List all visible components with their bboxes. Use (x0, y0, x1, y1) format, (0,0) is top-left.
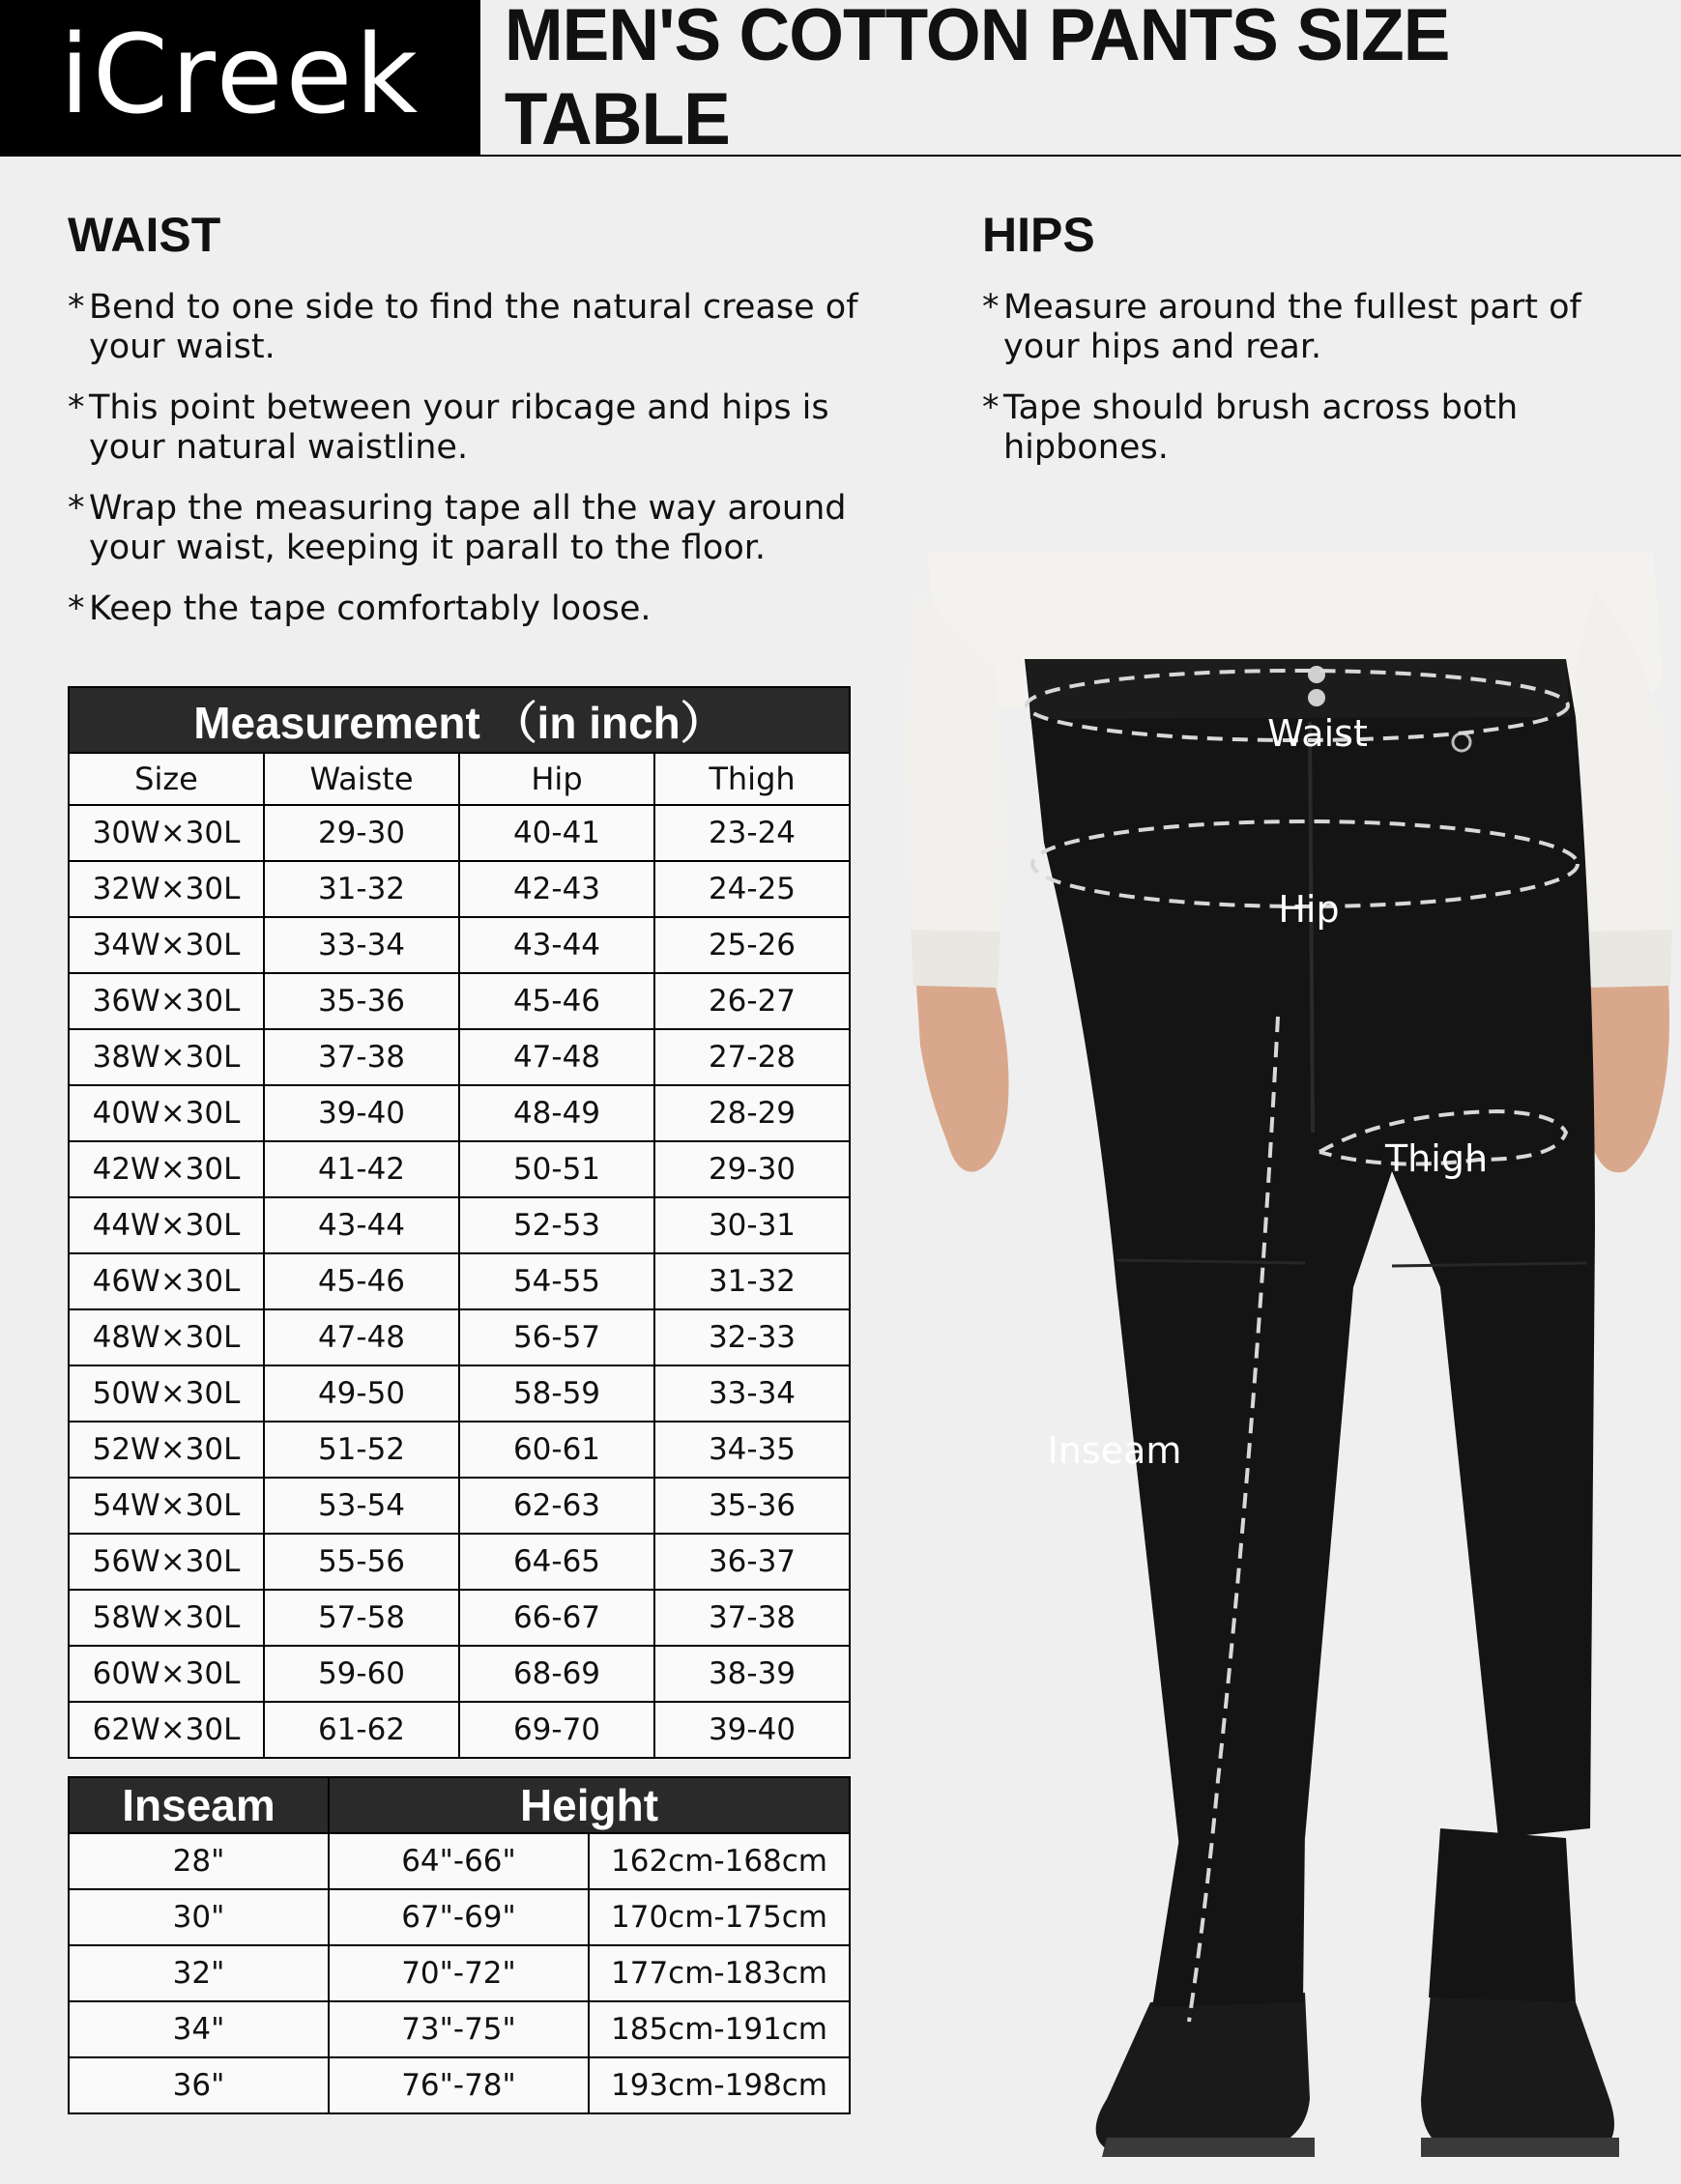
table-cell: 193cm-198cm (589, 2057, 850, 2113)
table-cell: 55-56 (264, 1534, 459, 1590)
pants-illustration (899, 553, 1681, 2184)
table-cell: 43-44 (459, 917, 654, 973)
table-cell: 57-58 (264, 1590, 459, 1646)
table-cell: 42-43 (459, 861, 654, 917)
table-cell: 73"-75" (329, 2001, 589, 2057)
table-cell: 30" (69, 1889, 329, 1945)
table-cell: 60-61 (459, 1422, 654, 1478)
left-hand (916, 986, 1009, 1172)
table-row (69, 805, 850, 861)
table-cell: 58W×30L (69, 1590, 264, 1646)
table-row (69, 1646, 850, 1702)
table-cell: 64-65 (459, 1534, 654, 1590)
table-cell: 39-40 (264, 1085, 459, 1141)
table-cell: 69-70 (459, 1702, 654, 1758)
table-cell: 28" (69, 1833, 329, 1889)
hip-label: Hip (1278, 888, 1340, 931)
table-cell: 30W×30L (69, 805, 264, 861)
waist-bullet-text: Bend to one side to find the natural crease of your waist. (89, 288, 858, 366)
table-cell: 38-39 (654, 1646, 850, 1702)
table-row (69, 1085, 850, 1141)
waist-bullet (68, 489, 860, 568)
table-row (69, 1889, 850, 1945)
table-row (69, 1945, 850, 2001)
table-cell: 34" (69, 2001, 329, 2057)
table-cell: 32W×30L (69, 861, 264, 917)
table-cell: 34-35 (654, 1422, 850, 1478)
table-cell: 47-48 (459, 1029, 654, 1085)
table-cell: 40-41 (459, 805, 654, 861)
table-row (69, 1833, 850, 1889)
table-row (69, 2001, 850, 2057)
waist-button-icon (1308, 666, 1325, 683)
column-header-waiste: Waiste (264, 753, 459, 805)
table-row (69, 1141, 850, 1197)
table-cell: 52-53 (459, 1197, 654, 1253)
lower-leg-right (1429, 1828, 1576, 2002)
table-cell: 32" (69, 1945, 329, 2001)
title-banner (480, 0, 1681, 160)
table-row (69, 1590, 850, 1646)
thigh-label: Thigh (1384, 1137, 1489, 1180)
table-row (69, 973, 850, 1029)
table-cell: 56-57 (459, 1309, 654, 1365)
table-cell: 54W×30L (69, 1478, 264, 1534)
table-cell: 62-63 (459, 1478, 654, 1534)
measurement-table-caption: Measurement （in inch） (69, 687, 850, 753)
table-cell: 64"-66" (329, 1833, 589, 1889)
table-cell: 42W×30L (69, 1141, 264, 1197)
hips-bullet (982, 288, 1649, 367)
brand-logo (0, 0, 480, 157)
table-cell: 29-30 (264, 805, 459, 861)
inseam-label: Inseam (1047, 1429, 1182, 1472)
table-row (69, 861, 850, 917)
table-row (69, 1253, 850, 1309)
hips-bullet-text: Measure around the fullest part of your hips and rear. (1003, 288, 1581, 366)
waist-bullet (68, 589, 860, 629)
bullet-asterisk: * (982, 388, 1000, 427)
table-cell: 60W×30L (69, 1646, 264, 1702)
table-cell: 54-55 (459, 1253, 654, 1309)
table-row (69, 1197, 850, 1253)
waistband (1027, 659, 1570, 719)
bullet-asterisk: * (982, 288, 1000, 327)
table-cell: 36W×30L (69, 973, 264, 1029)
waist-button-icon (1308, 689, 1325, 706)
measurement-table (68, 686, 851, 1759)
table-row (69, 2057, 850, 2113)
table-cell: 49-50 (264, 1365, 459, 1422)
pants-measurement-diagram (899, 553, 1681, 2184)
table-cell: 38W×30L (69, 1029, 264, 1085)
bullet-asterisk: * (68, 589, 85, 628)
table-cell: 46W×30L (69, 1253, 264, 1309)
waist-bullet (68, 288, 860, 367)
table-cell: 162cm-168cm (589, 1833, 850, 1889)
table-cell: 29-30 (654, 1141, 850, 1197)
table-cell: 39-40 (654, 1702, 850, 1758)
column-header-thigh: Thigh (654, 753, 850, 805)
table-cell: 68-69 (459, 1646, 654, 1702)
right-cuff (1580, 930, 1672, 988)
table-cell: 62W×30L (69, 1702, 264, 1758)
table-cell: 45-46 (264, 1253, 459, 1309)
table-cell: 58-59 (459, 1365, 654, 1422)
table-row (69, 1534, 850, 1590)
table-cell: 50W×30L (69, 1365, 264, 1422)
table-cell: 53-54 (264, 1478, 459, 1534)
table-cell: 48W×30L (69, 1309, 264, 1365)
table-cell: 36" (69, 2057, 329, 2113)
table-cell: 185cm-191cm (589, 2001, 850, 2057)
table-cell: 66-67 (459, 1590, 654, 1646)
table-cell: 59-60 (264, 1646, 459, 1702)
table-cell: 70"-72" (329, 1945, 589, 2001)
measurement-table-header (69, 753, 850, 805)
table-row (69, 1422, 850, 1478)
table-cell: 44W×30L (69, 1197, 264, 1253)
inseam-table (68, 1776, 851, 2114)
table-cell: 43-44 (264, 1197, 459, 1253)
table-cell: 25-26 (654, 917, 850, 973)
hips-bullet (982, 388, 1649, 468)
bullet-asterisk: * (68, 288, 85, 327)
hips-instructions (982, 288, 1649, 489)
right-boot-sole (1421, 2138, 1619, 2157)
table-cell: 31-32 (264, 861, 459, 917)
table-cell: 33-34 (264, 917, 459, 973)
table-cell: 27-28 (654, 1029, 850, 1085)
table-cell: 51-52 (264, 1422, 459, 1478)
table-cell: 35-36 (264, 973, 459, 1029)
header (0, 0, 1681, 160)
column-header-size: Size (69, 753, 264, 805)
bullet-asterisk: * (68, 388, 85, 427)
table-cell: 37-38 (654, 1590, 850, 1646)
left-boot-sole (1102, 2138, 1315, 2157)
height-column-header: Height (329, 1777, 850, 1833)
table-cell: 34W×30L (69, 917, 264, 973)
table-row (69, 1309, 850, 1365)
bullet-asterisk: * (68, 489, 85, 528)
table-cell: 52W×30L (69, 1422, 264, 1478)
waist-heading: WAIST (68, 208, 221, 262)
waist-bullet-text: Wrap the measuring tape all the way around your waist, keeping it parall to the floor. (89, 489, 847, 567)
table-cell: 36-37 (654, 1534, 850, 1590)
table-cell: 40W×30L (69, 1085, 264, 1141)
table-cell: 170cm-175cm (589, 1889, 850, 1945)
table-cell: 35-36 (654, 1478, 850, 1534)
table-cell: 24-25 (654, 861, 850, 917)
hips-heading: HIPS (982, 208, 1095, 262)
hips-bullet-text: Tape should brush across both hipbones. (1003, 388, 1519, 467)
table-cell: 32-33 (654, 1309, 850, 1365)
brand-logo-text: iCreek (59, 13, 421, 138)
table-cell: 33-34 (654, 1365, 850, 1422)
column-header-hip: Hip (459, 753, 654, 805)
waist-label: Waist (1267, 712, 1368, 755)
table-cell: 48-49 (459, 1085, 654, 1141)
table-cell: 61-62 (264, 1702, 459, 1758)
table-row (69, 1365, 850, 1422)
inseam-column-header: Inseam (69, 1777, 329, 1833)
table-row (69, 917, 850, 973)
table-cell: 56W×30L (69, 1534, 264, 1590)
waist-bullet-text: Keep the tape comfortably loose. (89, 589, 652, 628)
table-cell: 67"-69" (329, 1889, 589, 1945)
table-cell: 76"-78" (329, 2057, 589, 2113)
table-cell: 41-42 (264, 1141, 459, 1197)
waist-bullet (68, 388, 860, 468)
table-cell: 31-32 (654, 1253, 850, 1309)
page-title: MEN'S COTTON PANTS SIZE TABLE (504, 0, 1450, 160)
table-cell: 37-38 (264, 1029, 459, 1085)
table-cell: 45-46 (459, 973, 654, 1029)
left-boot (1096, 1993, 1310, 2152)
table-row (69, 1702, 850, 1758)
right-boot (1421, 1993, 1614, 2152)
table-row (69, 1029, 850, 1085)
table-cell: 50-51 (459, 1141, 654, 1197)
table-cell: 177cm-183cm (589, 1945, 850, 2001)
table-cell: 23-24 (654, 805, 850, 861)
waist-bullet-text: This point between your ribcage and hips is your natural waistline. (89, 388, 829, 467)
table-cell: 26-27 (654, 973, 850, 1029)
table-row (69, 1478, 850, 1534)
table-cell: 30-31 (654, 1197, 850, 1253)
left-cuff (911, 930, 1000, 988)
lower-leg-left (1152, 1828, 1305, 2007)
table-cell: 28-29 (654, 1085, 850, 1141)
waist-instructions (68, 288, 860, 650)
table-cell: 47-48 (264, 1309, 459, 1365)
